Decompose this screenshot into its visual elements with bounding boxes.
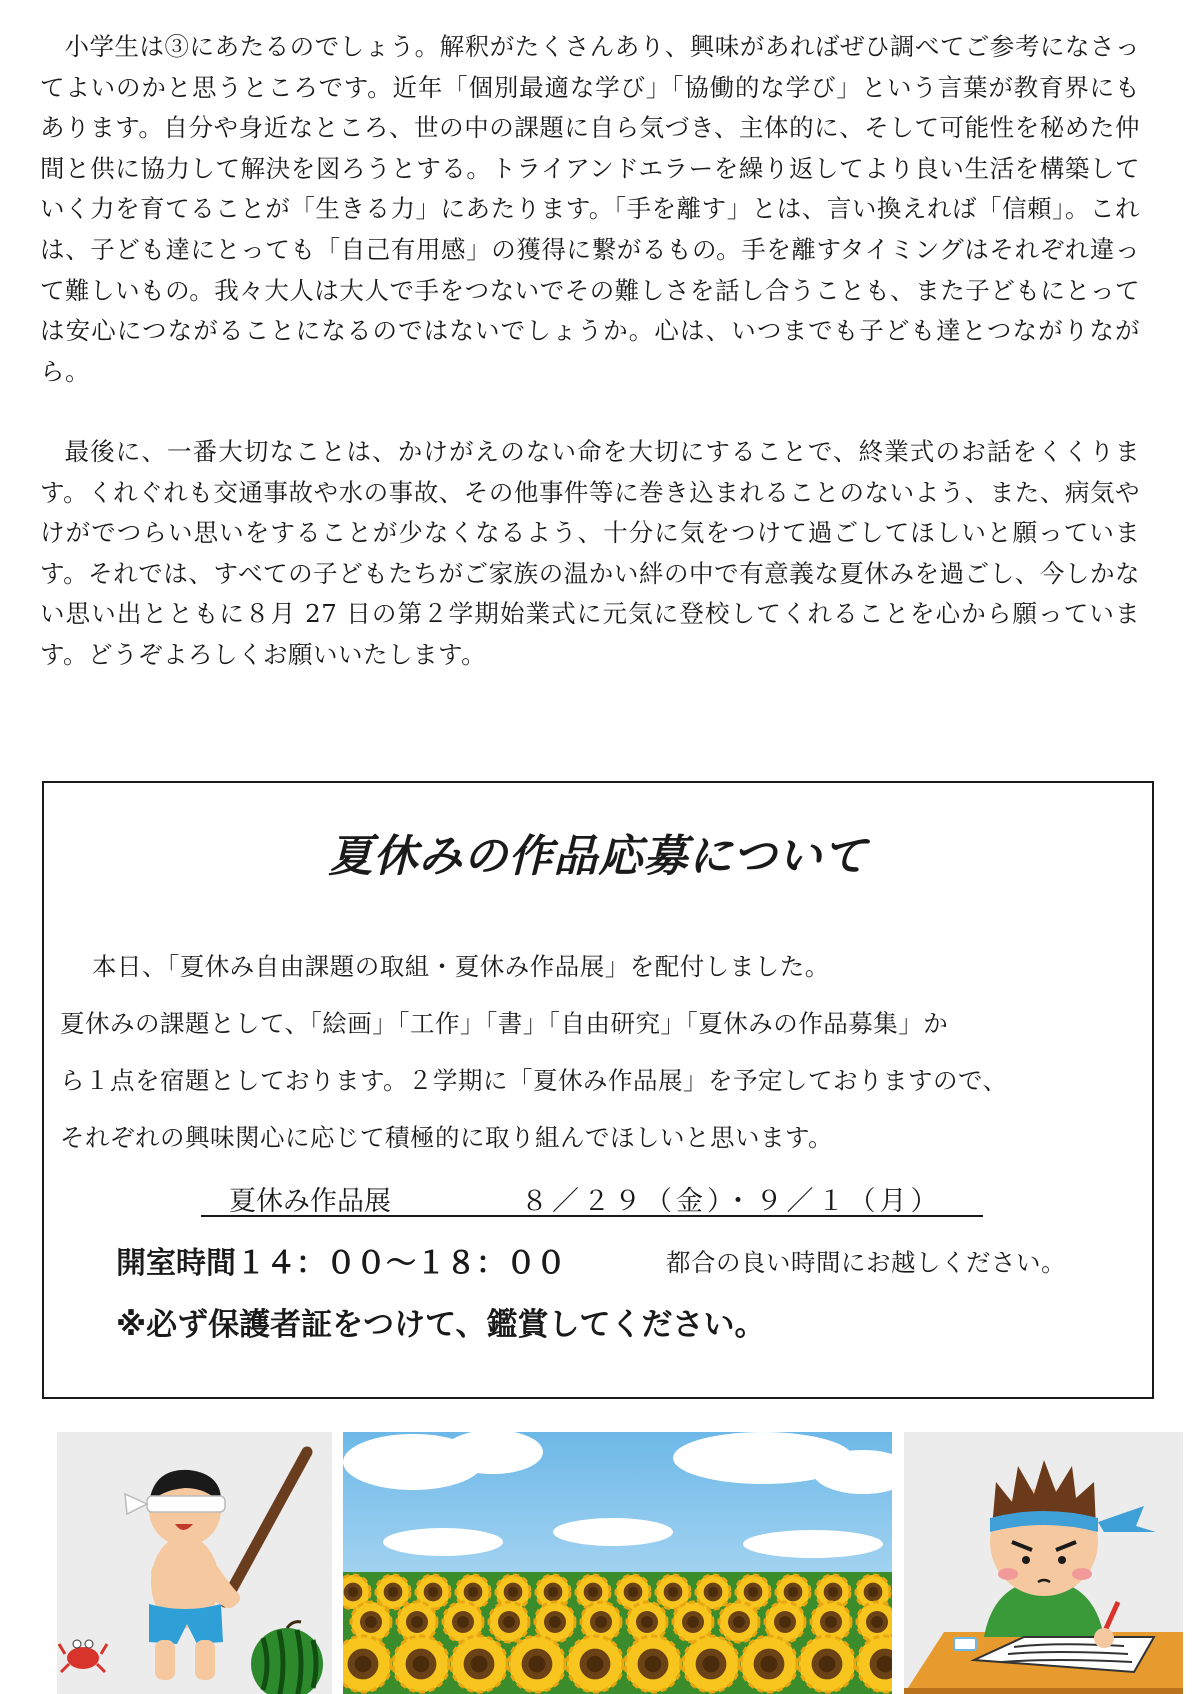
notice-line-4: それぞれの興味関心に応じて積極的に取り組んでほしいと思います。	[60, 1123, 834, 1152]
opening-hours-note: 都合の良い時間にお越しください。	[666, 1248, 1066, 1277]
exhibit-dates: ８／２９（金）・９／１（月）	[521, 1186, 942, 1217]
summer-works-notice-box	[42, 781, 1154, 1399]
studying-boy-illustration	[904, 1432, 1183, 1694]
watermelon-splitting-boy-illustration	[57, 1432, 332, 1694]
body-paragraph-1: 小学生は③にあたるのでしょう。解釈がたくさんあり、興味があればぜひ調べてご参考になさってよいのかと思うところです。近年「個別最適な学び」「協働的な学び」という言葉が教育界にもあります。自分や身近なところ、世の中の課題に自ら気づき、主体的に、そして可能性を秘めた仲間と供に協力して解決を図ろうとする。トライアンドエラーを繰り返してより良い生活を構築していく力を育てることが「生きる力」にあたります。「手を離す」とは、言い換えれば「信頼」。これは、子ども達にとっても「自己有用感」の獲得に繋がるもの。手を離すタイミングはそれぞれ違って難しいもの。我々大人は大人で手をつないでその難しさを話し合うことも、また子どもにとっては安心につながることになるのではないでしょうか。心は、いつまでも子ども達とつながりながら。	[40, 32, 1140, 386]
exhibit-schedule	[201, 1177, 983, 1217]
opening-hours: 開室時間１４：００～１８：００	[116, 1246, 566, 1281]
notice-line-1: 本日、「夏休み自由課題の取組・夏休み作品展」を配付しました。	[92, 952, 830, 981]
notice-title: 夏休みの作品応募について	[328, 831, 868, 882]
exhibit-name: 夏休み作品展	[229, 1186, 391, 1217]
notice-line-2: 夏休みの課題として、「絵画」「工作」「書」「自由研究」「夏休みの作品募集」か	[60, 1009, 949, 1038]
notice-line-3: ら１点を宿題としております。２学期に「夏休み作品展」を予定しておりますので、	[60, 1066, 1008, 1095]
body-paragraph-2: 最後に、一番大切なことは、かけがえのない命を大切にすることで、終業式のお話をくくります。くれぐれも交通事故や水の事故、その他事件等に巻き込まれることのないよう、また、病気やけがでつらい思いをすることが少なくなるよう、十分に気をつけて過ごしてほしいと願っています。それでは、すべての子どもたちがご家族の温かい絆の中で有意義な夏休みを過ごし、今しかない思い出とともに８月 27 日の第２学期始業式に元気に登校してくれることを心から願っています。どうぞよろしくお願いいたします。	[40, 437, 1140, 669]
sunflower-field-illustration	[343, 1432, 892, 1694]
guardian-badge-warning: ※必ず保護者証をつけて、鑑賞してください。	[116, 1307, 766, 1343]
